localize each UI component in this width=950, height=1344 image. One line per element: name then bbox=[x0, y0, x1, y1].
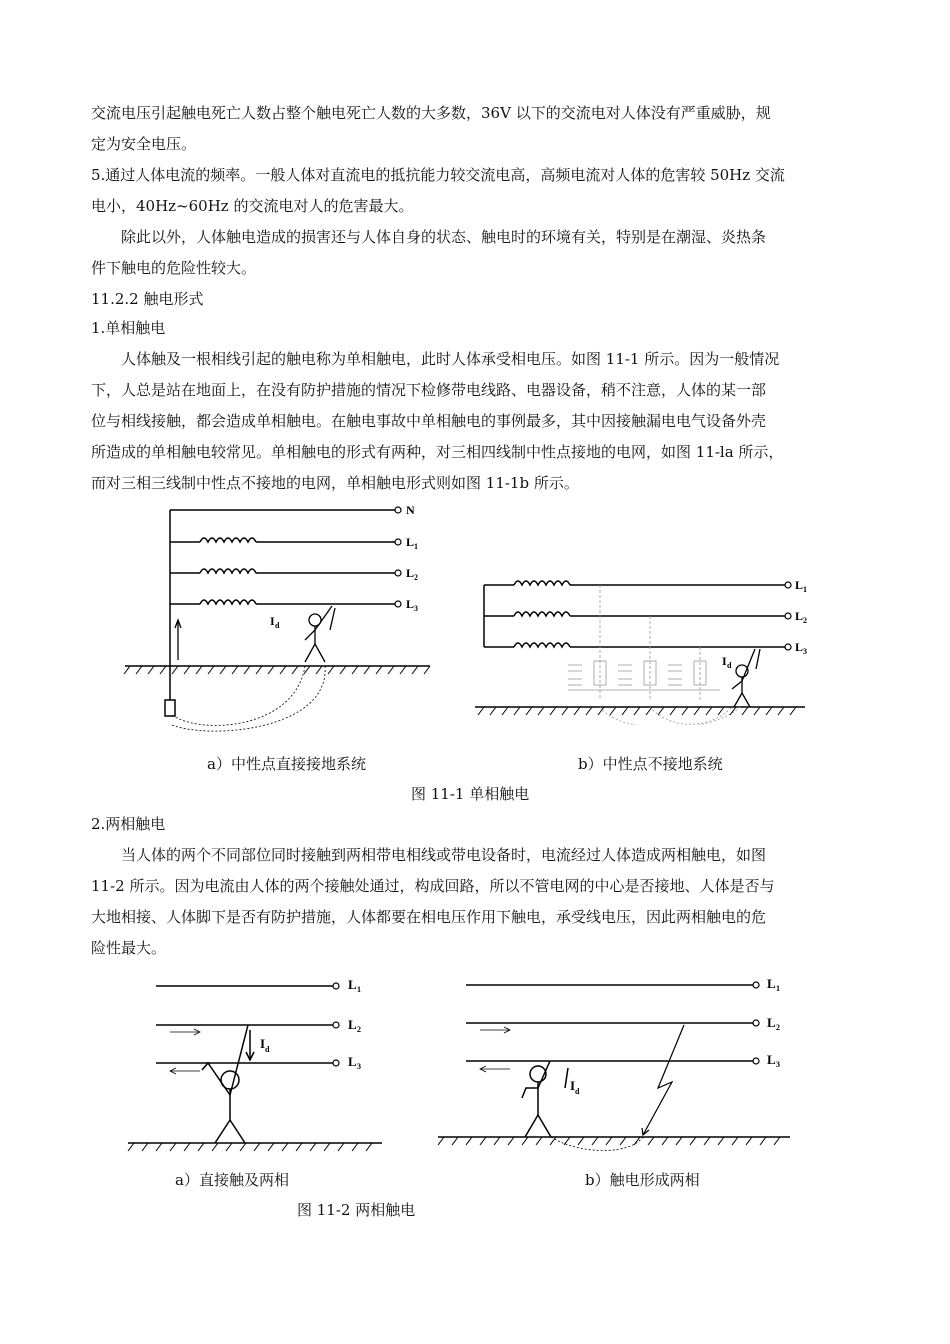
text-line: 5.通过人体电流的频率。一般人体对直流电的抵抗能力较交流电高，高频电流对人体的危害较 50Hz 交流 bbox=[91, 166, 785, 184]
text-line: 下，人总是站在地面上，在没有防护措施的情况下检修带电线路、电器设备，稍不注意，人体的某一部 bbox=[91, 381, 767, 399]
label-l1: L bbox=[348, 977, 357, 992]
label-id: I bbox=[570, 1078, 576, 1093]
label-l2-sub: 2 bbox=[357, 1025, 361, 1034]
figure-11-2b-subcaption: b）触电形成两相 bbox=[585, 1171, 700, 1189]
label-l3-sub: 3 bbox=[776, 1060, 780, 1069]
label-l3: L bbox=[767, 1052, 776, 1067]
label-id-sub: d bbox=[265, 1045, 270, 1054]
text-line: 件下触电的危险性较大。 bbox=[91, 259, 257, 277]
figure-11-1b-subcaption: b）中性点不接地系统 bbox=[578, 755, 723, 773]
label-l1-sub: 1 bbox=[357, 985, 361, 994]
subsection-heading: 1.单相触电 bbox=[91, 319, 166, 337]
label-l1: L bbox=[795, 578, 804, 592]
label-l1-sub: 1 bbox=[414, 542, 418, 551]
text-line: 除此以外，人体触电造成的损害还与人体自身的状态、触电时的环境有关，特别是在潮湿、炎热条 bbox=[121, 228, 767, 246]
label-id: I bbox=[722, 654, 727, 668]
label-l2: L bbox=[767, 1015, 776, 1030]
label-l2-sub: 2 bbox=[414, 573, 418, 582]
figure-11-1a-subcaption: a）中性点直接接地系统 bbox=[207, 755, 366, 773]
label-l3-sub: 3 bbox=[357, 1062, 361, 1071]
text-line: 电小，40Hz~60Hz 的交流电对人的危害最大。 bbox=[91, 197, 414, 215]
text-line: 大地相接、人体脚下是否有防护措施，人体都要在相电压作用下触电，承受线电压，因此两相触电的危 bbox=[91, 908, 767, 926]
text-line: 而对三相三线制中性点不接地的电网，单相触电形式则如图 11-1b 所示。 bbox=[91, 474, 579, 492]
label-l2: L bbox=[348, 1017, 357, 1032]
text-line: 人体触及一根相线引起的触电称为单相触电，此时人体承受相电压。如图 11-1 所示。因为一般情况 bbox=[121, 350, 780, 368]
text-line: 当人体的两个不同部位同时接触到两相带电相线或带电设备时，电流经过人体造成两相触电，如图 bbox=[121, 846, 767, 864]
label-id-sub: d bbox=[727, 661, 732, 670]
subsection-heading: 2.两相触电 bbox=[91, 815, 166, 833]
text-line: 位与相线接触，都会造成单相触电。在触电事故中单相触电的事例最多，其中因接触漏电电气设备外壳 bbox=[91, 412, 767, 430]
figure-11-2a-diagram bbox=[120, 970, 400, 1160]
label-id: I bbox=[260, 1036, 266, 1051]
label-l2: L bbox=[406, 566, 415, 580]
label-l2-sub: 2 bbox=[776, 1023, 780, 1032]
label-l3-sub: 3 bbox=[414, 604, 418, 613]
text-line: 交流电压引起触电死亡人数占整个触电死亡人数的大多数，36V 以下的交流电对人体没有严重威胁，规 bbox=[91, 104, 771, 122]
label-l2: L bbox=[795, 609, 804, 623]
label-id-sub: d bbox=[275, 621, 280, 630]
figure-11-2-caption: 图 11-2 两相触电 bbox=[297, 1201, 416, 1219]
label-l3: L bbox=[795, 640, 804, 654]
label-l2-sub: 2 bbox=[803, 616, 807, 625]
figure-11-1b-diagram bbox=[470, 565, 820, 725]
figure-11-2b-diagram bbox=[430, 970, 800, 1160]
text-line: 险性最大。 bbox=[91, 939, 167, 957]
label-l1-sub: 1 bbox=[776, 984, 780, 993]
text-line: 定为安全电压。 bbox=[91, 135, 197, 153]
label-l1: L bbox=[406, 535, 415, 549]
figure-11-2a-subcaption: a）直接触及两相 bbox=[175, 1171, 289, 1189]
figure-11-1-caption: 图 11-1 单相触电 bbox=[411, 785, 530, 803]
label-n: N bbox=[406, 503, 415, 517]
label-l1: L bbox=[767, 976, 776, 991]
label-l3-sub: 3 bbox=[803, 647, 807, 656]
text-line: 所造成的单相触电较常见。单相触电的形式有两种，对三相四线制中性点接地的电网，如图 11-la 所示， bbox=[91, 443, 784, 461]
text-line: 11-2 所示。因为电流由人体的两个接触处通过，构成回路，所以不管电网的中心是否接地、人体是否与 bbox=[91, 877, 775, 895]
label-l3: L bbox=[406, 597, 415, 611]
label-id-sub: d bbox=[575, 1087, 580, 1096]
label-l3: L bbox=[348, 1054, 357, 1069]
section-heading: 11.2.2 触电形式 bbox=[91, 290, 204, 308]
label-id: I bbox=[270, 614, 275, 628]
label-l1-sub: 1 bbox=[803, 585, 807, 594]
figure-11-1a-diagram bbox=[120, 500, 440, 745]
